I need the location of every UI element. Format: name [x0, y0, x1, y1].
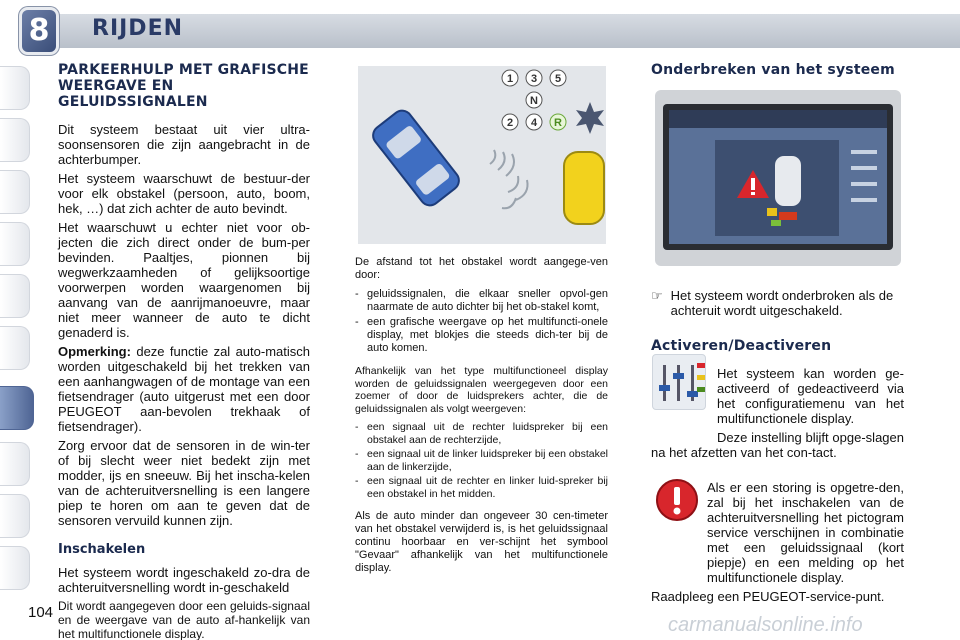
distance-indicators-list	[355, 288, 608, 355]
right-column	[651, 62, 904, 78]
gear-label: R	[554, 117, 562, 129]
chapter-tab[interactable]	[0, 222, 30, 266]
paragraph: Dit wordt aangegeven door een geluids-signaal en de weergave van de auto af-hankelijk van het multifunctionele display.	[58, 599, 310, 640]
chapter-tab[interactable]	[0, 546, 30, 590]
chapter-tab[interactable]	[0, 494, 30, 538]
page-number: 104	[28, 604, 54, 621]
section-title-parking-aid: PARKEERHULP MET GRAFISCHE WEERGAVE EN GELUIDSSIGNALEN	[58, 62, 309, 110]
paragraph: Het systeem wordt ingeschakeld zo-dra de achteruitversnelling wordt in-geschakeld	[58, 565, 310, 595]
note-text: Het systeem wordt onderbroken als de achteruit wordt uitgeschakeld.	[670, 288, 894, 318]
list-item: - een signaal uit de rechter luidspreker bij een obstakel aan de rechterzijde,	[355, 421, 608, 446]
paragraph: Het waarschuwt u echter niet voor ob-jecten die zich direct onder de bum-per bevinden. Paaltjes, pionnen bij wegwerkzaamheden of gelijksoortige voorwerpen worden waargenomen bij aanvang van de aanrijmanoeuvre, maar niet meer wanneer de auto te dicht genaderd is.	[58, 220, 310, 340]
left-column	[58, 62, 310, 640]
gear-label: 2	[506, 117, 514, 129]
list-item: - een grafische weergave op het multifuncti-onele display, met blokjes die steeds dich-ter bij de auto komen.	[355, 316, 608, 355]
settings-sliders-icon	[652, 354, 706, 410]
interruption-note	[651, 288, 904, 318]
chapter-number-badge: 8	[22, 10, 56, 52]
paragraph: Afhankelijk van het type multifunctioneel display worden de geluidssignalen weergegeven door een zoemer of door de luidsprekers achter, die de geluidssignalen als volgt weergeven:	[355, 365, 608, 415]
section-title-inschakelen: Inschakelen	[58, 542, 146, 557]
chapter-tab[interactable]	[0, 66, 30, 110]
gear-label: 1	[506, 73, 514, 85]
chapter-tab[interactable]	[0, 274, 30, 318]
list-item: - een signaal uit de rechter en linker luid-spreker bij een obstakel in het midden.	[355, 475, 608, 500]
remark-label: Opmerking:	[58, 344, 131, 359]
paragraph: Als er een storing is opgetre-den, zal bij het inschakelen van de achteruitversnelling het pictogram service verschijnen in combinatie met een geluidssignaal (kort piepje) en een melding op het multifunctionele display.	[707, 480, 904, 585]
speaker-signals-list	[355, 421, 608, 500]
list-item: - geluidssignalen, die elkaar sneller opvol-gen naarmate de auto dichter bij het ob-stakel komt,	[355, 288, 608, 314]
section-title-onderbreken: Onderbreken van het systeem	[651, 62, 895, 78]
remark-paragraph	[58, 344, 310, 434]
gear-label: 4	[530, 117, 538, 129]
multifunction-display-image	[655, 90, 901, 266]
paragraph: Als de auto minder dan ongeveer 30 cen-timeter van het obstakel verwijderd is, is het geluidssignaal continu hoorbaar en ver-schijnt het symbool "Gevaar" afhankelijk van het multifunctionele display.	[355, 510, 608, 574]
remark-text: deze functie zal auto-matisch worden uitgeschakeld bij het trekken van een aanhangwagen of de montage van een fietsendrager (auto uitgerust met een door PEUGEOT aan-bevolen trekhaak of fietsendrager).	[58, 344, 310, 434]
paragraph: Het systeem kan worden ge-activeerd of gedeactiveerd via het configuratiemenu van het multifunctionele display.	[717, 366, 904, 426]
paragraph: Het systeem waarschuwt de bestuur-der voor elk obstakel (persoon, auto, boom, hek, …) dat zich achter de auto bevindt.	[58, 171, 310, 216]
chapter-tab[interactable]	[0, 118, 30, 162]
paragraph: Raadpleeg een PEUGEOT-service-punt.	[651, 589, 885, 604]
chapter-tab[interactable]	[0, 326, 30, 370]
paragraph: Deze instelling blijft opge-slagen na het afzetten van het con-tact.	[651, 430, 904, 460]
parking-illustration	[358, 66, 606, 244]
chapter-tab[interactable]	[0, 442, 30, 486]
gear-label: 3	[530, 73, 538, 85]
middle-column	[355, 256, 608, 579]
watermark: carmanualsonline.info	[668, 614, 863, 636]
section-title-activeren: Activeren/Deactiveren	[651, 338, 832, 354]
hand-pointer-icon: ☞	[651, 288, 663, 303]
chapter-tab-active[interactable]	[0, 386, 34, 430]
right-column-fault	[651, 480, 904, 608]
paragraph: Dit systeem bestaat uit vier ultra-soonsensoren die zijn aangebracht in de achterbumper.	[58, 122, 310, 167]
chapter-title: RIJDEN	[92, 16, 184, 41]
gear-label: 5	[554, 73, 562, 85]
paragraph: De afstand tot het obstakel wordt aangege-ven door:	[355, 256, 608, 281]
gear-label: N	[530, 95, 538, 107]
paragraph: Zorg ervoor dat de sensoren in de win-ter of bij slecht weer niet bedekt zijn met modder, ijs en sneeuw. Bij het inscha-kelen van de achteruitversnelling is een langere piep te horen om aan te geven dat de sensoren vervuild kunnen zijn.	[58, 438, 310, 528]
parking-scene-image	[358, 66, 606, 244]
list-item: - een signaal uit de linker luidspreker bij een obstakel aan de linkerzijde,	[355, 448, 608, 473]
chapter-tab-strip	[0, 60, 34, 640]
chapter-tab[interactable]	[0, 170, 30, 214]
